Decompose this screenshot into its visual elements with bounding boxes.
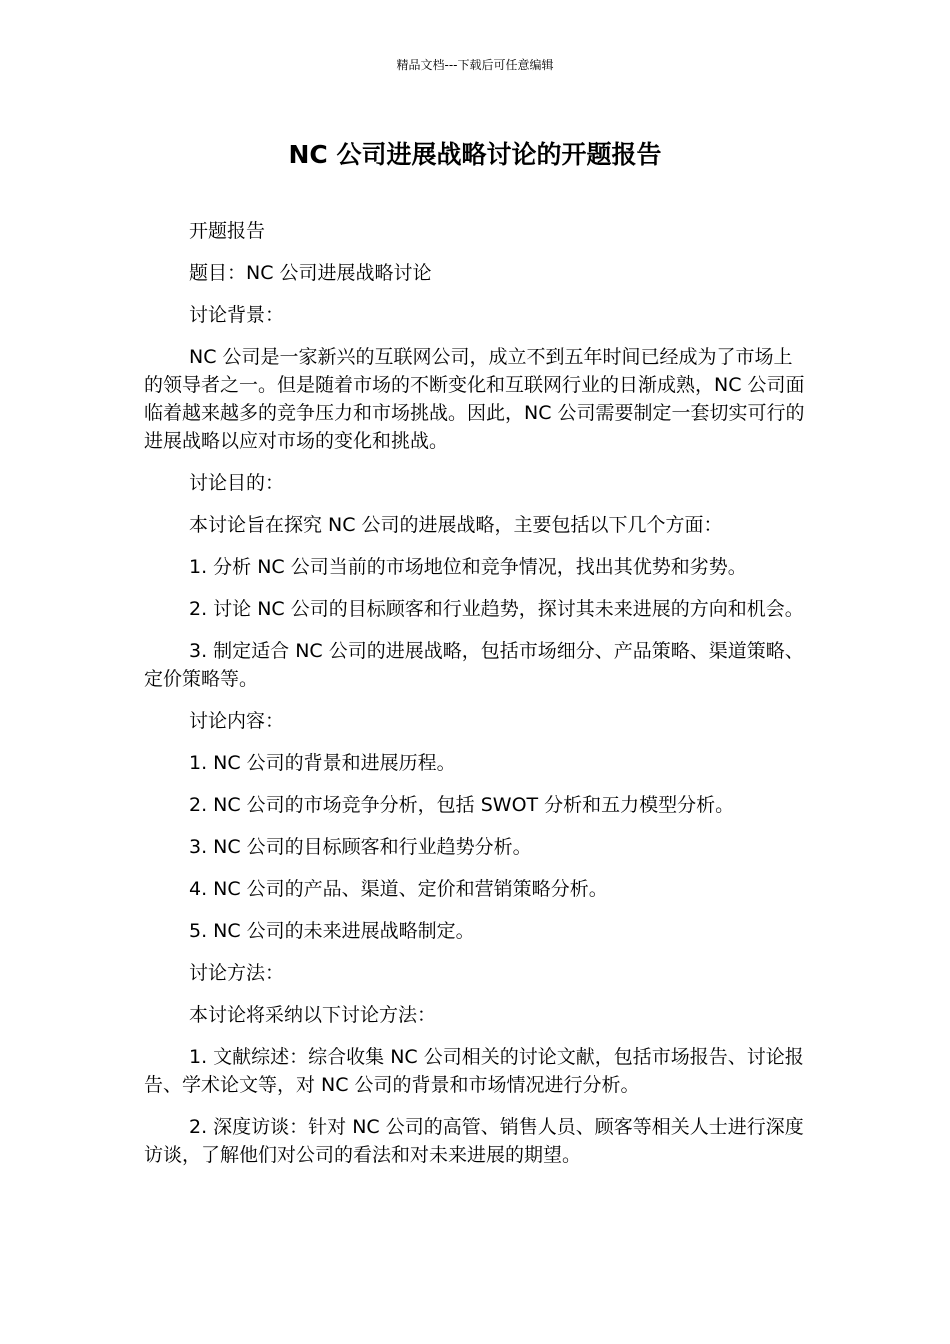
list-item-method-2: 2. 深度访谈：针对 NC 公司的高管、销售人员、顾客等相关人士进行深度访谈，了解他们对公司的看法和对未来进展的期望。 [144,1116,804,1166]
list-item-method-1: 1. 文献综述：综合收集 NC 公司相关的讨论文献，包括市场报告、讨论报告、学术论文等，对 NC 公司的背景和市场情况进行分析。 [144,1046,804,1096]
paragraph-report-label: 开题报告 [189,220,266,242]
document-body [144,217,806,1183]
paragraph-background: NC 公司是一家新兴的互联网公司，成立不到五年时间已经成为了市场上的领导者之一。但是随着市场的不断变化和互联网行业的日渐成熟，NC 公司面临着越来越多的竞争压力和市场挑战。因此，NC 公司需要制定一套切实可行的进展战略以应对市场的变化和挑战。 [144,346,805,452]
list-item-content-4: 4. NC 公司的产品、渠道、定价和营销策略分析。 [189,878,608,900]
heading-background: 讨论背景： [189,304,285,326]
list-item-purpose-1: 1. 分析 NC 公司当前的市场地位和竞争情况，找出其优势和劣势。 [189,556,747,578]
list-item-purpose-3: 3. 制定适合 NC 公司的进展战略，包括市场细分、产品策略、渠道策略、定价策略等。 [144,640,804,690]
heading-content: 讨论内容： [189,710,285,732]
list-item-content-5: 5. NC 公司的未来进展战略制定。 [189,920,475,942]
list-item-content-1: 1. NC 公司的背景和进展历程。 [189,752,456,774]
page-header-watermark: 精品文档---下载后可任意编辑 [396,58,554,72]
paragraph-purpose-intro: 本讨论旨在探究 NC 公司的进展战略，主要包括以下几个方面： [189,514,723,536]
paragraph-method-intro: 本讨论将采纳以下讨论方法： [189,1004,437,1026]
heading-purpose: 讨论目的： [189,472,285,494]
list-item-content-2: 2. NC 公司的市场竞争分析，包括 SWOT 分析和五力模型分析。 [189,794,735,816]
list-item-purpose-2: 2. 讨论 NC 公司的目标顾客和行业趋势，探讨其未来进展的方向和机会。 [189,598,804,620]
heading-method: 讨论方法： [189,962,285,984]
document-title: NC 公司进展战略讨论的开题报告 [288,140,662,169]
paragraph-topic: 题目：NC 公司进展战略讨论 [189,262,432,284]
list-item-content-3: 3. NC 公司的目标顾客和行业趋势分析。 [189,836,532,858]
